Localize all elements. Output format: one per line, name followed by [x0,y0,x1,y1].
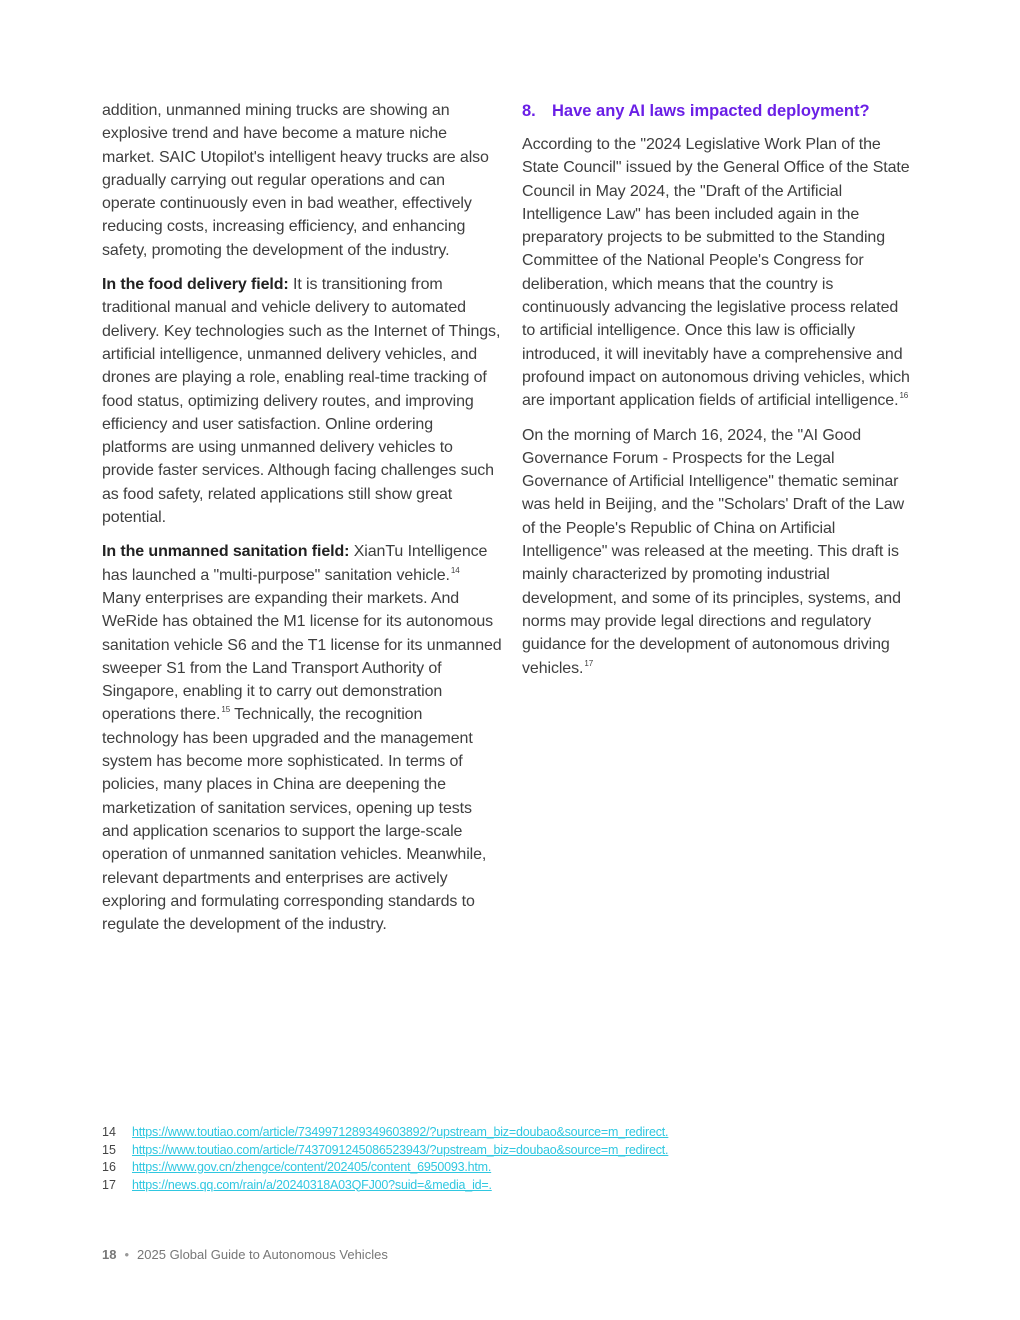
left-column [102,99,502,947]
section-heading [522,99,912,123]
footnote-link[interactable]: https://www.toutiao.com/article/7437091245086523943/?upstream_biz=doubao&source=m_redirect. [132,1142,669,1157]
footnote-number: 14 [102,1125,116,1139]
footer-bullet: • [124,1247,130,1262]
mining-trucks-paragraph: addition, unmanned mining trucks are showing an explosive trend and have become a mature niche market. SAIC Utopilot's intelligent heavy trucks are also gradually carrying out regular operations and can operate continuously even in bad weather, effectively reducing costs, increasing efficiency, and enhancing safety, promoting the development of the industry. [102,102,489,259]
food-delivery-paragraph [102,273,502,529]
sanitation-text-b: Many enterprises are expanding their markets. And WeRide has obtained the M1 license for its autonomous sanitation vehicle S6 and the T1 license for its unmanned sweeper S1 from the Land Transport Authority of Singapore, enabling it to carry out demonstration operations there. [102,589,502,724]
footnote-15 [102,1142,922,1160]
forum-paragraph [522,424,912,680]
section-number: 8. [522,102,536,120]
forum-text: On the morning of March 16, 2024, the "AI Good Governance Forum - Prospects for the Legal Governance of Artificial Intelligence" thematic seminar was held in Beijing, and the "Scholars' Draft of the Law of the People's Republic of China on Artificial Intelligence" was released at the meeting. This draft is mainly characterized by promoting industrial development, and some of its principles, systems, and norms may provide legal directions and regulatory guidance for the development of autonomous driving vehicles. [522,426,905,677]
sanitation-paragraph [102,540,502,936]
footnote-14 [102,1124,922,1142]
sanitation-lead: In the unmanned sanitation field: [102,543,350,561]
footnote-number: 17 [102,1177,116,1192]
footnote-number: 15 [102,1142,116,1157]
section-title: Have any AI laws impacted deployment? [552,102,870,120]
footnote-link[interactable]: https://www.toutiao.com/article/7349971289349603892/?upstream_biz=doubao&source=m_redirect. [132,1125,669,1139]
footnote-link[interactable]: https://www.gov.cn/zhengce/content/202405/content_6950093.htm. [132,1160,492,1174]
right-column [522,99,912,691]
food-delivery-lead: In the food delivery field: [102,276,289,294]
legislative-plan-text: According to the "2024 Legislative Work Plan of the State Council" issued by the General Office of the State Council in May 2024, the "Draft of the Artificial Intelligence Law" has been included again in the preparatory projects to be submitted to the Standing Committee of the National People's Congress for deliberation, which means that the country is continuously advancing the legislative process related to artificial intelligence. Once this law is officially introduced, it will inevitably have a comprehensive and profound impact on autonomous driving vehicles, which are important application fields of artificial intelligence. [522,136,910,410]
food-delivery-text: It is transitioning from traditional manual and vehicle delivery to automated delivery. Key technologies such as the Internet of Things, artificial intelligence, unmanned delivery vehicles, and drones are playing a role, enabling real-time tracking of food status, optimizing delivery routes, and improving efficiency and user satisfaction. Online ordering platforms are using unmanned delivery vehicles to provide faster services. Although facing challenges such as food safety, related applications still show great potential. [102,276,501,527]
sanitation-text-a: XianTu Intelligence has launched a "multi-purpose" sanitation vehicle. [102,543,488,584]
legislative-plan-paragraph [522,133,912,413]
document-title: 2025 Global Guide to Autonomous Vehicles [137,1247,388,1262]
footnote-16 [102,1159,922,1177]
footnote-ref-14[interactable]: 14 [450,565,460,575]
footnote-17 [102,1177,922,1195]
footnote-ref-16[interactable]: 16 [899,391,909,401]
sanitation-text-c: Technically, the recognition technology has been upgraded and the management system has become more sophisticated. In terms of policies, many places in China are deepening the marketization of sanitation services, opening up tests and application scenarios to support the large-scale operation of unmanned sanitation vehicles. Meanwhile, relevant departments and enterprises are actively exploring and formulating corresponding standards to regulate the development of the industry. [102,706,487,934]
footnote-number: 16 [102,1160,116,1174]
footnotes [102,1124,922,1194]
page-footer [102,1246,388,1264]
footnote-ref-15[interactable]: 15 [221,705,231,715]
footnote-ref-17[interactable]: 17 [584,658,594,668]
footnote-link[interactable]: https://news.qq.com/rain/a/20240318A03QFJ00?suid=&media_id=. [132,1177,492,1192]
page-number: 18 [102,1247,117,1262]
